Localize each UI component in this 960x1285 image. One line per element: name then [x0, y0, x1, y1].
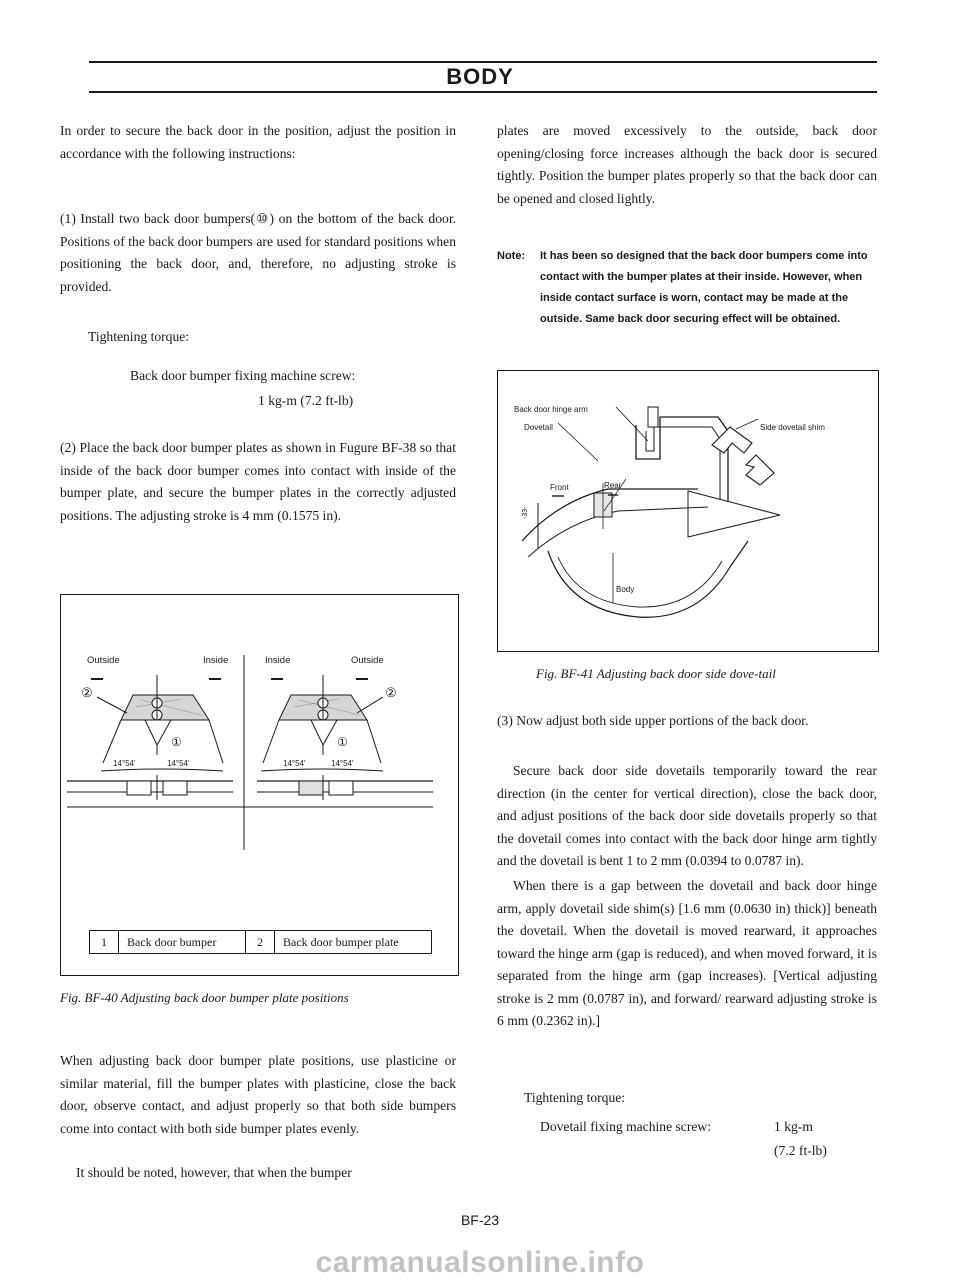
legend-text-2: Back door bumper plate: [275, 931, 432, 954]
torque-2-label: Tightening torque:: [524, 1090, 626, 1105]
label-outside-left: Outside: [87, 655, 120, 666]
figure-bf-40-legend: [89, 930, 432, 954]
step-1-paragraph: (1) Install two back door bumpers(⑩) on the bottom of the back door. Positions of the back door bumpers are used for standard positions when positioning the back door, and, therefore, no adjusting stroke is provided.: [60, 211, 456, 294]
label-outside-right: Outside: [351, 655, 384, 666]
figure-bf-40-drawing: [61, 595, 458, 885]
angle-left-a: 14°54': [113, 759, 136, 768]
angle-left-b: 14°54': [167, 759, 190, 768]
header-bottom-rule: [89, 91, 877, 93]
torque-1-item: Back door bumper fixing machine screw:: [130, 368, 356, 383]
page-title: BODY: [446, 64, 514, 89]
torque-1-value: 1 kg-m (7.2 ft-lb): [258, 393, 354, 408]
figure-bf-41-caption: Fig. BF-41 Adjusting back door side dove-tail: [536, 666, 776, 681]
callout-1-right: ①: [337, 735, 348, 749]
secure-paragraph: Secure back door side dovetails temporarily toward the rear direction (in the center for vertical direction), close the back door, and adjust positions of the back door side dovetails properly so that the dovetail comes into contact with the back door hinge arm tightly and the dovetail is bent 1 to 2 mm (0.0394 to 0.0787 in).: [497, 763, 877, 868]
label-dimension: -33-: [522, 506, 529, 519]
continued-paragraph: plates are moved excessively to the outside, back door opening/closing force increases although the back door is secured tightly. Position the bumper plates properly so that the back door can be opened and closed lightly.: [497, 123, 877, 206]
label-body: Body: [616, 585, 635, 594]
torque-2-value-1: 1 kg-m: [774, 1119, 813, 1134]
step-3-paragraph: (3) Now adjust both side upper portions of the back door.: [497, 713, 809, 728]
left-bumper-assembly: [97, 675, 223, 771]
header-top-rule: [89, 61, 877, 63]
legend-text-1: Back door bumper: [119, 931, 246, 954]
right-bumper-assembly: [261, 675, 383, 771]
label-inside-left: Inside: [203, 655, 229, 666]
page-number: BF-23: [460, 1212, 500, 1228]
step-2-paragraph: (2) Place the back door bumper plates as shown in Fugure BF-38 so that inside of the back door bumper comes into contact with inside of the bumper plate, and secure the bumper plates in the correctly adjusted positions. The adjusting stroke is 4 mm (0.1575 in).: [60, 440, 456, 523]
angle-right-b: 14°54': [331, 759, 354, 768]
label-dovetail: Dovetail: [524, 423, 553, 432]
bumper-note-paragraph: It should be noted, however, that when the bumper: [76, 1165, 352, 1180]
watermark: carmanualsonline.info: [315, 1246, 645, 1279]
bumper-adjust-paragraph: When adjusting back door bumper plate positions, use plasticine or similar material, fill the bumper plates with plasticine, close the back door, observe contact, and adjust properly so that both side bumpers come into contact with both side bumper plates evenly.: [60, 1053, 456, 1136]
figure-bf-40: [60, 594, 459, 976]
note-text: It has been so designed that the back door bumpers come into contact with the bumper plates at their inside. However, when inside contact surface is worn, contact may be made at the outside. Same back door securing effect will be obtained.: [540, 250, 868, 325]
gap-paragraph: When there is a gap between the dovetail and back door hinge arm, apply dovetail side shim(s) [1.6 mm (0.0630 in) thick)] beneath the dovetail. When the dovetail is moved rearward, it approaches toward the hinge arm (gap is reduced), and when moved forward, it is separated from the hinge arm (gap increases). [Vertical adjusting stroke is 2 mm (0.0787 in), and forward/ rearward adjusting stroke is 6 mm (0.2362 in).]: [497, 878, 877, 1028]
legend-num-1: 1: [90, 931, 119, 954]
torque-2-item: Dovetail fixing machine screw:: [540, 1119, 711, 1134]
angle-right-a: 14°54': [283, 759, 306, 768]
intro-paragraph: In order to secure the back door in the position, adjust the position in accordance with the following instructions:: [60, 123, 456, 161]
callout-2-left: ②: [81, 685, 93, 700]
bumper-plates: [67, 775, 433, 807]
callout-1-left: ①: [171, 735, 182, 749]
label-side-dovetail-shim: Side dovetail shim: [760, 423, 825, 432]
figure-bf-41: [497, 370, 879, 652]
note-label: Note:: [497, 250, 526, 262]
torque-1-label: Tightening torque:: [88, 329, 190, 344]
label-rear: Rear: [604, 481, 622, 490]
legend-num-2: 2: [246, 931, 275, 954]
torque-2-value-2: (7.2 ft-lb): [774, 1143, 827, 1158]
label-front: Front: [550, 483, 569, 492]
callout-2-right: ②: [385, 685, 397, 700]
label-hinge-arm: Back door hinge arm: [514, 405, 588, 414]
figure-bf-40-caption: Fig. BF-40 Adjusting back door bumper plate positions: [60, 990, 349, 1005]
label-inside-right: Inside: [265, 655, 291, 666]
